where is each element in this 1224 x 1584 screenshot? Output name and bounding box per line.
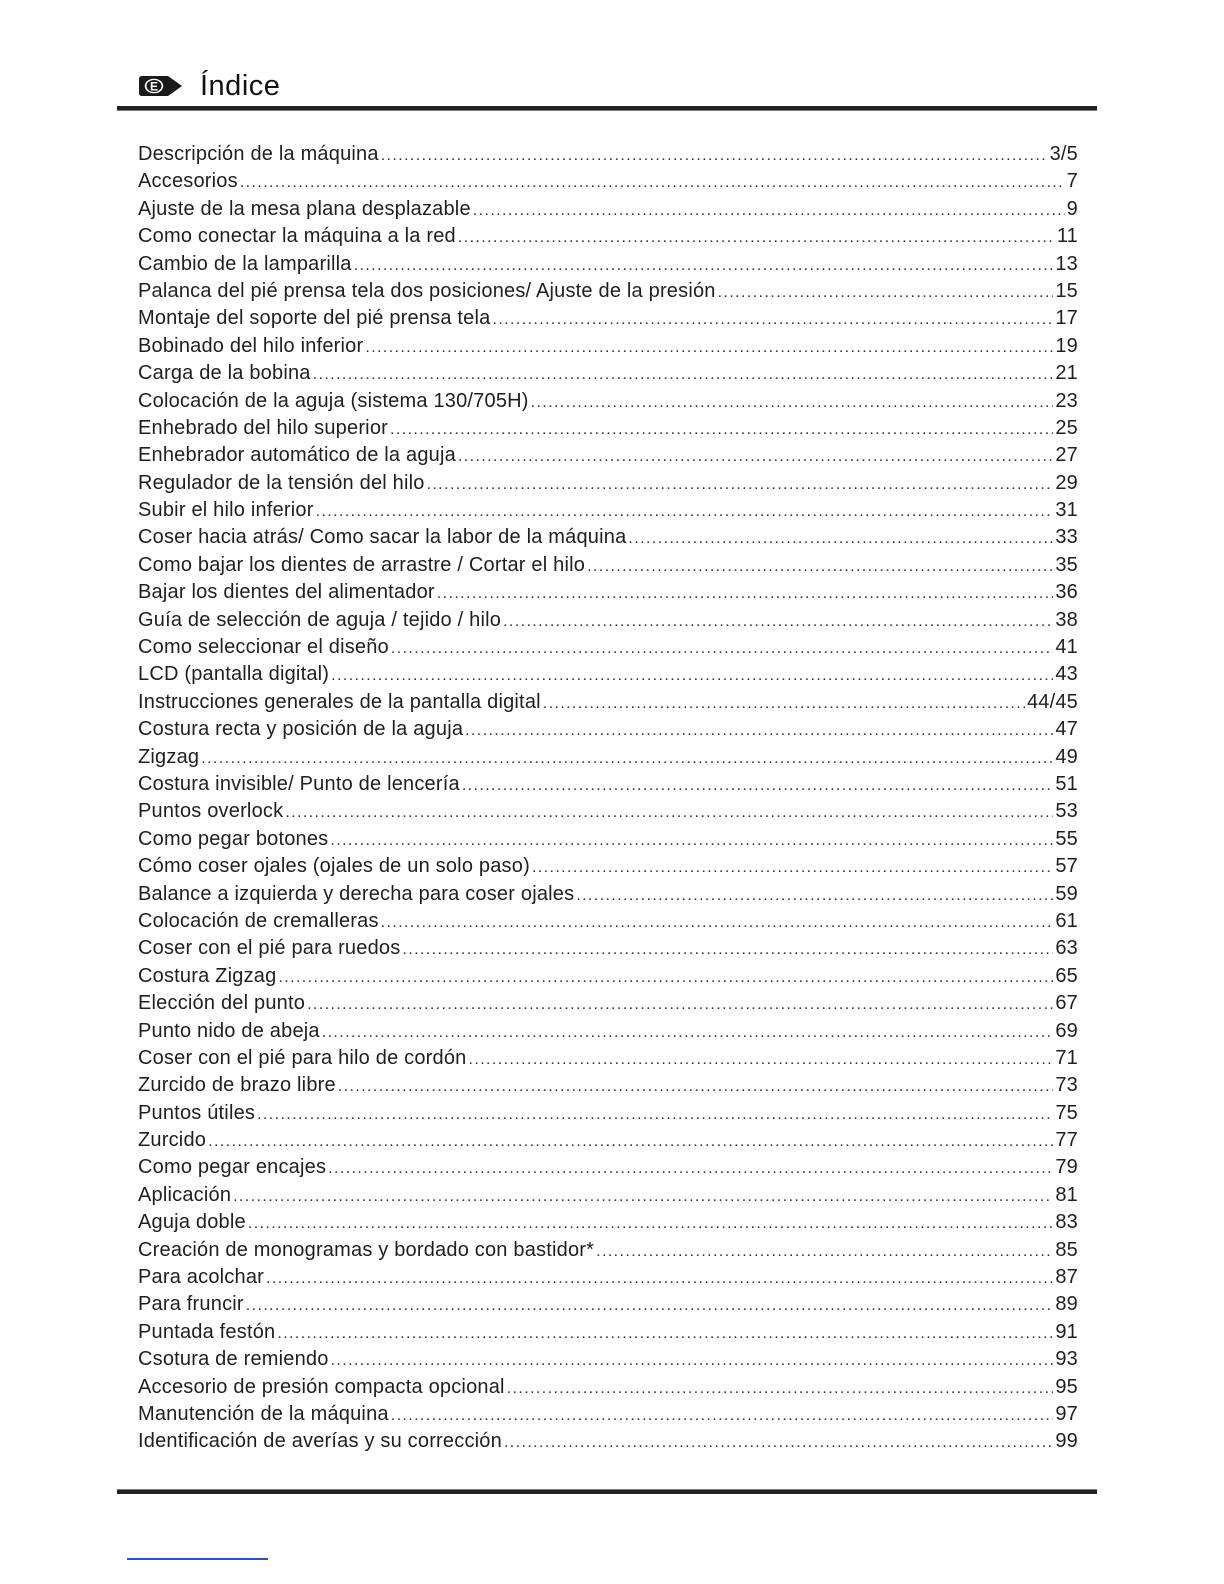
toc-entry-page: 47 <box>1055 718 1078 741</box>
toc-entry <box>138 1154 1078 1181</box>
toc-entry <box>138 963 1078 990</box>
page-header <box>138 66 280 106</box>
toc-entry-page: 17 <box>1055 307 1078 330</box>
toc-dot-leader <box>316 498 1054 525</box>
toc-entry-label: Manutención de la máquina <box>138 1402 389 1425</box>
toc-dot-leader <box>285 799 1053 826</box>
toc-entry-page: 29 <box>1055 471 1078 494</box>
toc-entry-label: LCD (pantalla digital) <box>138 663 330 686</box>
toc-entry <box>138 634 1078 661</box>
toc-entry <box>138 1428 1078 1455</box>
toc-entry-page: 33 <box>1055 526 1078 549</box>
toc-dot-leader <box>507 1375 1054 1402</box>
toc-entry <box>138 716 1078 743</box>
toc-entry <box>138 1237 1078 1264</box>
toc-dot-leader <box>469 1046 1054 1073</box>
toc-entry-label: Colocación de la aguja (sistema 130/705H) <box>138 389 529 412</box>
toc-entry-label: Como pegar botones <box>138 827 329 850</box>
toc-entry <box>138 990 1078 1017</box>
toc-entry-label: Cómo coser ojales (ojales de un solo paso) <box>138 855 530 878</box>
toc-entry-label: Aplicación <box>138 1183 232 1206</box>
toc-entry-label: Creación de monogramas y bordado con bastidor* <box>138 1238 595 1261</box>
toc-entry <box>138 853 1078 880</box>
toc-entry-label: Como conectar la máquina a la red <box>138 225 456 248</box>
toc-entry-page: 97 <box>1055 1402 1078 1425</box>
toc-dot-leader <box>331 662 1053 689</box>
toc-entry <box>138 1182 1078 1209</box>
toc-entry-page: 57 <box>1055 855 1078 878</box>
toc-entry-label: Bajar los dientes del alimentador <box>138 581 435 604</box>
toc-entry-label: Descripción de la máquina <box>138 143 379 165</box>
toc-dot-leader <box>390 416 1053 443</box>
toc-entry <box>138 524 1078 551</box>
toc-entry <box>138 552 1078 579</box>
toc-dot-leader <box>338 1073 1054 1100</box>
toc-entry-label: Ajuste de la mesa plana desplazable <box>138 197 471 220</box>
toc-entry-label: Palanca del pié prensa tela dos posiciones/ Ajuste de la presión <box>138 279 716 302</box>
toc-entry-page: 61 <box>1055 909 1078 932</box>
toc-entry-label: Csotura de remiendo <box>138 1348 329 1371</box>
toc-dot-leader <box>330 827 1053 854</box>
toc-entry-page: 53 <box>1055 800 1078 823</box>
toc-entry <box>138 333 1078 360</box>
toc-dot-leader <box>402 936 1053 963</box>
toc-entry-page: 7 <box>1066 170 1078 193</box>
toc-entry-page: 49 <box>1055 745 1078 768</box>
toc-entry-page: 13 <box>1055 252 1078 275</box>
toc-entry-label: Subir el hilo inferior <box>138 499 314 522</box>
toc-entry <box>138 935 1078 962</box>
toc-entry <box>138 771 1078 798</box>
toc-entry <box>138 881 1078 908</box>
toc-entry <box>138 1264 1078 1291</box>
toc-entry <box>138 607 1078 634</box>
toc-entry-page: 25 <box>1055 416 1078 439</box>
toc-entry-page: 41 <box>1055 636 1078 659</box>
toc-entry-page: 19 <box>1055 334 1078 357</box>
toc-entry-page: 38 <box>1055 608 1078 631</box>
toc-dot-leader <box>391 1402 1054 1429</box>
toc-dot-leader <box>437 580 1054 607</box>
toc-entry-page: 63 <box>1055 937 1078 960</box>
toc-entry <box>138 223 1078 250</box>
toc-entry-label: Regulador de la tensión del hilo <box>138 471 425 494</box>
toc-dot-leader <box>240 169 1065 196</box>
toc-entry <box>138 798 1078 825</box>
toc-entry-label: Coser con el pié para ruedos <box>138 937 401 960</box>
toc-dot-leader <box>718 279 1054 306</box>
toc-entry <box>138 1346 1078 1373</box>
toc-dot-leader <box>458 443 1053 470</box>
toc-dot-leader <box>596 1238 1053 1265</box>
table-of-contents <box>138 141 1078 1456</box>
toc-entry <box>138 1072 1078 1099</box>
toc-entry-page: 79 <box>1055 1156 1078 1179</box>
toc-dot-leader <box>381 142 1048 169</box>
toc-dot-leader <box>465 717 1053 744</box>
toc-entry-label: Puntos útiles <box>138 1101 256 1124</box>
toc-entry-page: 59 <box>1055 882 1078 905</box>
toc-dot-leader <box>531 389 1054 416</box>
toc-dot-leader <box>532 854 1053 881</box>
toc-entry <box>138 251 1078 278</box>
toc-entry <box>138 1319 1078 1346</box>
toc-entry <box>138 908 1078 935</box>
toc-entry-page: 73 <box>1055 1074 1078 1097</box>
toc-entry <box>138 497 1078 524</box>
toc-entry-page: 36 <box>1055 581 1078 604</box>
toc-entry-page: 43 <box>1055 663 1078 686</box>
toc-entry-label: Elección del punto <box>138 992 306 1015</box>
toc-entry <box>138 388 1078 415</box>
toc-entry-label: Accesorios <box>138 170 238 193</box>
toc-entry <box>138 278 1078 305</box>
toc-entry-label: Para fruncir <box>138 1293 244 1316</box>
toc-entry-page: 55 <box>1055 827 1078 850</box>
toc-dot-leader <box>462 772 1054 799</box>
toc-entry-page: 3/5 <box>1049 143 1078 165</box>
toc-entry <box>138 1100 1078 1127</box>
toc-entry <box>138 1401 1078 1428</box>
toc-entry-page: 93 <box>1055 1348 1078 1371</box>
toc-dot-leader <box>201 745 1053 772</box>
toc-entry-label: Como pegar encajes <box>138 1156 327 1179</box>
toc-dot-leader <box>277 1320 1053 1347</box>
toc-entry <box>138 1127 1078 1154</box>
toc-entry-label: Como seleccionar el diseño <box>138 636 389 659</box>
toc-entry-label: Accesorio de presión compacta opcional <box>138 1375 505 1398</box>
toc-entry <box>138 305 1078 332</box>
toc-entry <box>138 196 1078 223</box>
toc-dot-leader <box>492 306 1053 333</box>
toc-entry-page: 11 <box>1056 225 1078 248</box>
toc-entry-page: 99 <box>1055 1430 1078 1453</box>
toc-entry <box>138 1045 1078 1072</box>
toc-entry-label: Costura recta y posición de la aguja <box>138 718 464 741</box>
toc-entry-page: 15 <box>1055 279 1078 302</box>
toc-dot-leader <box>313 361 1054 388</box>
toc-entry-page: 65 <box>1055 964 1078 987</box>
toc-dot-leader <box>246 1292 1054 1319</box>
toc-dot-leader <box>458 224 1055 251</box>
toc-entry-label: Costura invisible/ Punto de lencería <box>138 772 460 795</box>
toc-entry-label: Como bajar los dientes de arrastre / Cortar el hilo <box>138 553 586 576</box>
toc-entry-label: Balance a izquierda y derecha para coser ojales <box>138 882 575 905</box>
toc-entry <box>138 415 1078 442</box>
toc-entry-page: 85 <box>1055 1238 1078 1261</box>
toc-dot-leader <box>543 690 1025 717</box>
toc-entry-page: 51 <box>1055 772 1078 795</box>
toc-entry <box>138 168 1078 195</box>
toc-entry-label: Carga de la bobina <box>138 362 311 385</box>
toc-dot-leader <box>628 525 1053 552</box>
toc-entry-label: Cambio de la lamparilla <box>138 252 352 275</box>
toc-entry-page: 31 <box>1055 499 1078 522</box>
toc-entry <box>138 826 1078 853</box>
toc-entry-page: 44/45 <box>1026 690 1078 713</box>
toc-dot-leader <box>266 1265 1053 1292</box>
toc-entry <box>138 661 1078 688</box>
footer-rule <box>117 1489 1097 1494</box>
toc-entry-page: 77 <box>1055 1129 1078 1152</box>
toc-dot-leader <box>328 1155 1053 1182</box>
toc-entry-label: Zurcido <box>138 1129 207 1152</box>
toc-entry-label: Instrucciones generales de la pantalla digital <box>138 690 541 713</box>
footer-mark <box>127 1558 268 1560</box>
toc-entry-label: Costura Zigzag <box>138 964 277 987</box>
toc-entry-label: Puntada festón <box>138 1320 276 1343</box>
language-badge-icon <box>138 73 186 99</box>
toc-dot-leader <box>331 1347 1054 1374</box>
toc-entry-page: 35 <box>1055 553 1078 576</box>
toc-entry-label: Colocación de cremalleras <box>138 909 379 932</box>
toc-entry-page: 23 <box>1055 389 1078 412</box>
toc-entry-page: 83 <box>1055 1211 1078 1234</box>
toc-dot-leader <box>322 1019 1054 1046</box>
toc-entry-label: Coser hacia atrás/ Como sacar la labor de la máquina <box>138 526 627 549</box>
toc-entry-page: 81 <box>1055 1183 1078 1206</box>
toc-entry-page: 95 <box>1055 1375 1078 1398</box>
toc-dot-leader <box>248 1210 1053 1237</box>
toc-entry-page: 21 <box>1055 362 1078 385</box>
toc-entry-label: Zigzag <box>138 745 200 768</box>
toc-entry-label: Enhebrado del hilo superior <box>138 416 389 439</box>
toc-dot-leader <box>354 252 1054 279</box>
toc-entry <box>138 744 1078 771</box>
toc-entry-page: 87 <box>1055 1266 1078 1289</box>
toc-entry <box>138 141 1078 168</box>
toc-dot-leader <box>233 1183 1053 1210</box>
toc-entry-page: 27 <box>1055 444 1078 467</box>
toc-dot-leader <box>257 1101 1053 1128</box>
toc-entry-label: Punto nido de abeja <box>138 1019 320 1042</box>
toc-dot-leader <box>587 553 1053 580</box>
toc-entry <box>138 442 1078 469</box>
toc-entry <box>138 470 1078 497</box>
toc-entry <box>138 1018 1078 1045</box>
toc-entry-page: 89 <box>1055 1293 1078 1316</box>
toc-dot-leader <box>504 1429 1053 1456</box>
toc-entry-label: Coser con el pié para hilo de cordón <box>138 1046 467 1069</box>
toc-dot-leader <box>503 608 1053 635</box>
toc-entry-page: 91 <box>1055 1320 1078 1343</box>
toc-entry-label: Guía de selección de aguja / tejido / hilo <box>138 608 502 631</box>
toc-dot-leader <box>576 882 1053 909</box>
toc-entry-page: 71 <box>1055 1046 1078 1069</box>
toc-entry-label: Identificación de averías y su corrección <box>138 1430 502 1453</box>
toc-dot-leader <box>473 197 1065 224</box>
toc-entry-page: 75 <box>1055 1101 1078 1124</box>
toc-entry-label: Zurcido de brazo libre <box>138 1074 336 1097</box>
toc-entry <box>138 689 1078 716</box>
toc-entry <box>138 360 1078 387</box>
language-badge-letter: E <box>149 79 159 94</box>
page-title: Índice <box>200 69 281 102</box>
toc-dot-leader <box>307 991 1053 1018</box>
toc-entry <box>138 579 1078 606</box>
toc-dot-leader <box>391 635 1053 662</box>
toc-entry-label: Para acolchar <box>138 1266 264 1289</box>
toc-entry <box>138 1291 1078 1318</box>
header-rule <box>117 106 1097 111</box>
toc-entry <box>138 1374 1078 1401</box>
toc-entry-page: 67 <box>1055 992 1078 1015</box>
toc-dot-leader <box>365 334 1053 361</box>
toc-dot-leader <box>278 964 1053 991</box>
toc-entry-label: Puntos overlock <box>138 800 284 823</box>
toc-entry-label: Montaje del soporte del pié prensa tela <box>138 307 491 330</box>
toc-dot-leader <box>381 909 1054 936</box>
toc-dot-leader <box>208 1128 1053 1155</box>
toc-entry-page: 9 <box>1066 197 1078 220</box>
toc-dot-leader <box>427 471 1054 498</box>
toc-entry-page: 69 <box>1055 1019 1078 1042</box>
toc-entry <box>138 1209 1078 1236</box>
toc-entry-label: Bobinado del hilo inferior <box>138 334 364 357</box>
toc-entry-label: Aguja doble <box>138 1211 246 1234</box>
toc-entry-label: Enhebrador automático de la aguja <box>138 444 456 467</box>
